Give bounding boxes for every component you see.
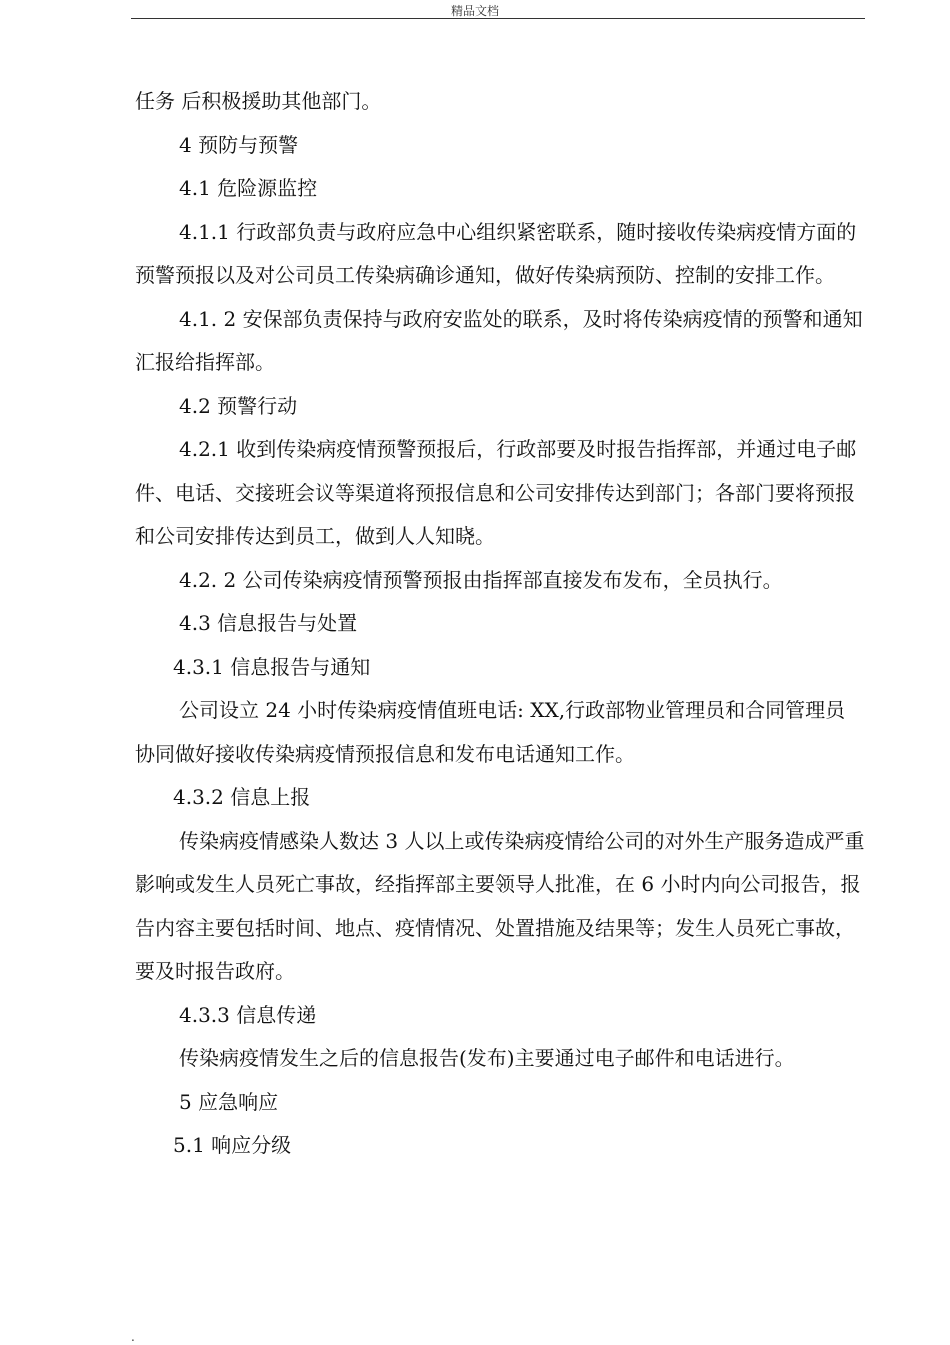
paragraph: 任务 后积极援助其他部门。 <box>135 89 382 113</box>
header-divider <box>131 18 865 19</box>
section-heading: 4.2 预警行动 <box>179 393 298 418</box>
paragraph: 传染病疫情发生之后的信息报告(发布)主要通过电子邮件和电话进行。 <box>179 1046 795 1070</box>
paragraph: 4.2.1 收到传染病疫情预警预报后，行政部要及时报告指挥部，并通过电子邮件、电话、交接班会议等渠道将预报信息和公司安排传达到部门；各部门要将预报和公司安排传达到员工，做到人人知晓。 <box>135 437 857 548</box>
page-header-label: 精品文档 <box>450 4 499 18</box>
paragraph: 公司设立 24 小时传染病疫情值班电话: XX,行政部物业管理员和合同管理员协同做好接收传染病疫情预报信息和发布电话通知工作。 <box>135 698 846 766</box>
section-heading: 5 应急响应 <box>179 1089 279 1114</box>
section-heading: 4.3.2 信息上报 <box>173 785 311 809</box>
section-heading: 4.3.3 信息传递 <box>179 1002 317 1027</box>
paragraph: 传染病疫情感染人数达 3 人以上或传染病疫情给公司的对外生产服务造成严重影响或发生人员死亡事故，经指挥部主要领导人批准，在 6 小时内向公司报告，报告内容主要包括时间、地点、疫情情况、处置措施及结果等；发生人员死亡事故，要及时报告政府。 <box>135 828 865 983</box>
document-body <box>135 80 865 1168</box>
section-heading: 5.1 响应分级 <box>173 1133 292 1157</box>
paragraph: 4.2. 2 公司传染病疫情预警预报由指挥部直接发布发布，全员执行。 <box>179 567 783 592</box>
section-heading: 4.1 危险源监控 <box>179 176 318 200</box>
footer-mark: . <box>131 1330 135 1344</box>
paragraph: 4.1. 2 安保部负责保持与政府安监处的联系，及时将传染病疫情的预警和通知汇报给指挥部。 <box>135 306 863 374</box>
section-heading: 4.3 信息报告与处置 <box>179 611 358 635</box>
section-heading: 4.3.1 信息报告与通知 <box>173 654 371 679</box>
section-heading: 4 预防与预警 <box>179 132 299 157</box>
paragraph: 4.1.1 行政部负责与政府应急中心组织紧密联系，随时接收传染病疫情方面的预警预报以及对公司员工传染病确诊通知，做好传染病预防、控制的安排工作。 <box>135 219 857 287</box>
